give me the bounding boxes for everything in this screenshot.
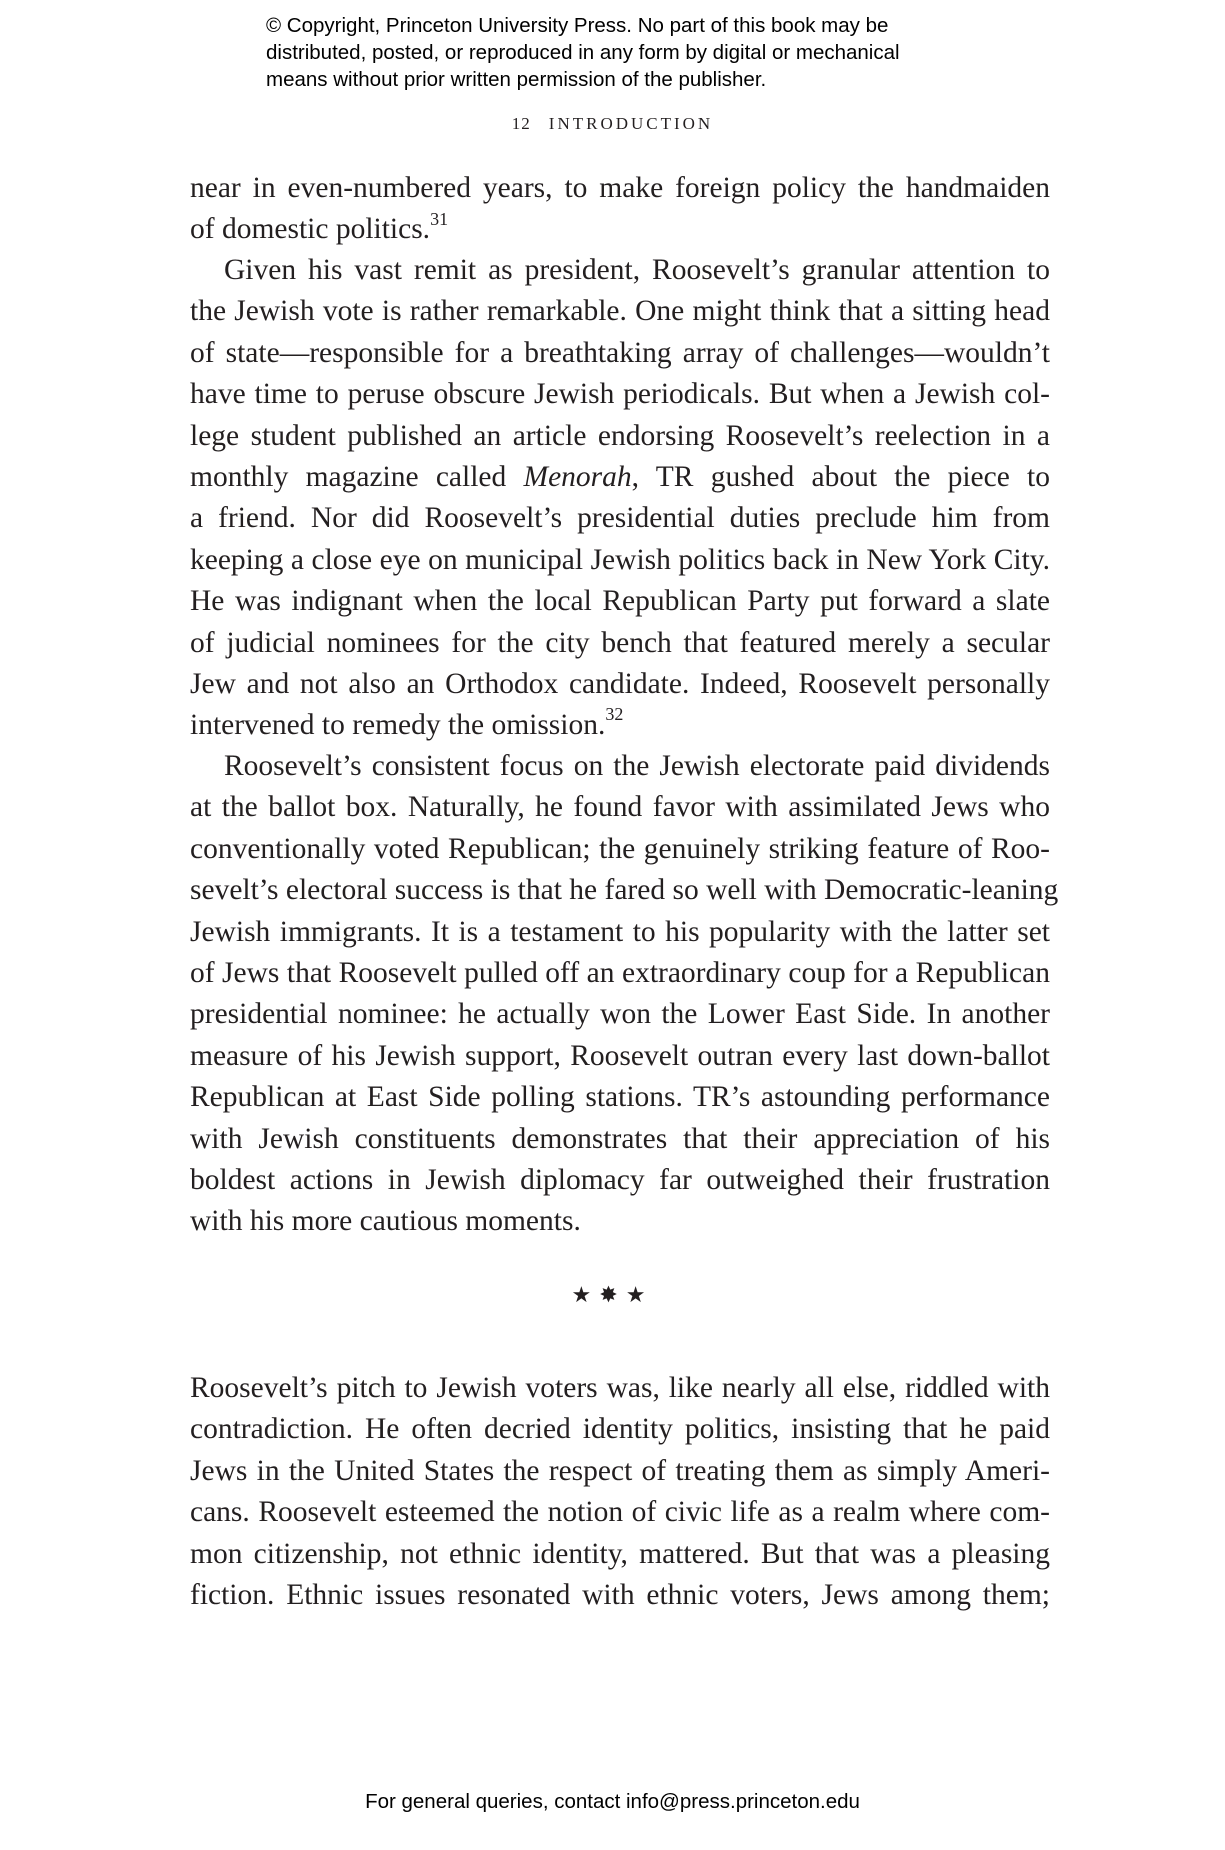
text-line: of judicial nominees for the city bench that featured merely a secular <box>190 626 1050 659</box>
paragraph <box>190 746 1059 1243</box>
text-line: have time to peruse obscure Jewish periodicals. But when a Jewish col- <box>190 378 1050 411</box>
text-fragment: monthly magazine called <box>190 460 524 493</box>
copyright-notice <box>266 12 1026 93</box>
text-line <box>190 457 1050 498</box>
text-line: at the ballot box. Naturally, he found favor with assimilated Jews who <box>190 791 1050 824</box>
copyright-line: © Copyright, Princeton University Press. No part of this book may be <box>266 14 889 37</box>
text-fragment: , TR gushed about the piece to <box>631 460 1050 493</box>
text-line: Jews in the United States the respect of treating them as simply Ameri- <box>190 1454 1050 1487</box>
text-line: measure of his Jewish support, Roosevelt outran every last down-ballot <box>190 1039 1050 1072</box>
text-fragment: of domestic politics. <box>190 213 431 246</box>
periodical-title: Menorah <box>523 460 632 493</box>
paragraph <box>190 250 1050 747</box>
text-line: fiction. Ethnic issues resonated with ethnic voters, Jews among them; <box>190 1578 1050 1611</box>
text-line: Jew and not also an Orthodox candidate. Indeed, Roosevelt personally <box>190 667 1050 700</box>
text-line: boldest actions in Jewish diplomacy far outweighed their frustration <box>190 1163 1050 1196</box>
text-line: He was indignant when the local Republican Party put forward a slate <box>190 585 1050 618</box>
copyright-line: means without prior written permission of the publisher. <box>266 68 767 91</box>
text-line: Republican at East Side polling stations. TR’s astounding performance <box>190 1081 1050 1114</box>
copyright-line: distributed, posted, or reproduced in any form by digital or mechanical <box>266 41 900 64</box>
text-line: Roosevelt’s pitch to Jewish voters was, like nearly all else, riddled with <box>190 1372 1050 1404</box>
text-line: of Jews that Roosevelt pulled off an extraordinary coup for a Republican <box>190 956 1050 989</box>
text-line: with his more cautious moments. <box>190 1205 581 1238</box>
text-line: Given his vast remit as president, Roosevelt’s granular attention to <box>224 254 1050 286</box>
section-break-ornament: ★✸★ <box>571 1283 654 1308</box>
text-line: conventionally voted Republican; the genuinely striking feature of Roo- <box>190 832 1050 865</box>
text-fragment: intervened to remedy the omission. <box>190 709 606 742</box>
text-line: of state—responsible for a breathtaking array of challenges—wouldn’t <box>190 336 1050 369</box>
paragraph-continuation <box>190 168 1050 251</box>
text-line: a friend. Nor did Roosevelt’s presidential duties preclude him from <box>190 502 1050 535</box>
running-head <box>0 114 1225 134</box>
text-line: near in even-numbered years, to make foreign policy the handmaiden <box>190 172 1050 204</box>
text-line <box>190 209 1050 250</box>
text-line: mon citizenship, not ethnic identity, mattered. But that was a pleasing <box>190 1537 1050 1570</box>
footer-contact: For general queries, contact info@press.princeton.edu <box>365 1790 860 1813</box>
text-line: lege student published an article endorsing Roosevelt’s reelection in a <box>190 419 1050 452</box>
text-line <box>190 705 1050 746</box>
text-line: keeping a close eye on municipal Jewish politics back in New York City. <box>190 543 1050 576</box>
text-line: Roosevelt’s consistent focus on the Jewish electorate paid dividends <box>224 750 1050 782</box>
text-line: presidential nominee: he actually won the Lower East Side. In another <box>190 998 1050 1031</box>
footnote-marker: 32 <box>605 704 624 725</box>
page-number: 12 <box>511 114 531 133</box>
paragraph <box>190 1368 1050 1616</box>
text-line: with Jewish constituents demonstrates that their appreciation of his <box>190 1122 1050 1155</box>
footnote-marker: 31 <box>430 208 449 229</box>
text-line: the Jewish vote is rather remarkable. One might think that a sitting head <box>190 295 1050 328</box>
text-line: Jewish immigrants. It is a testament to his popularity with the latter set <box>190 915 1050 948</box>
text-line: sevelt’s electoral success is that he fared so well with Democratic-leaning <box>190 874 1059 907</box>
text-line: contradiction. He often decried identity politics, insisting that he paid <box>190 1413 1050 1446</box>
text-line: cans. Roosevelt esteemed the notion of civic life as a realm where com- <box>190 1496 1050 1529</box>
running-head-title: INTRODUCTION <box>548 114 714 133</box>
